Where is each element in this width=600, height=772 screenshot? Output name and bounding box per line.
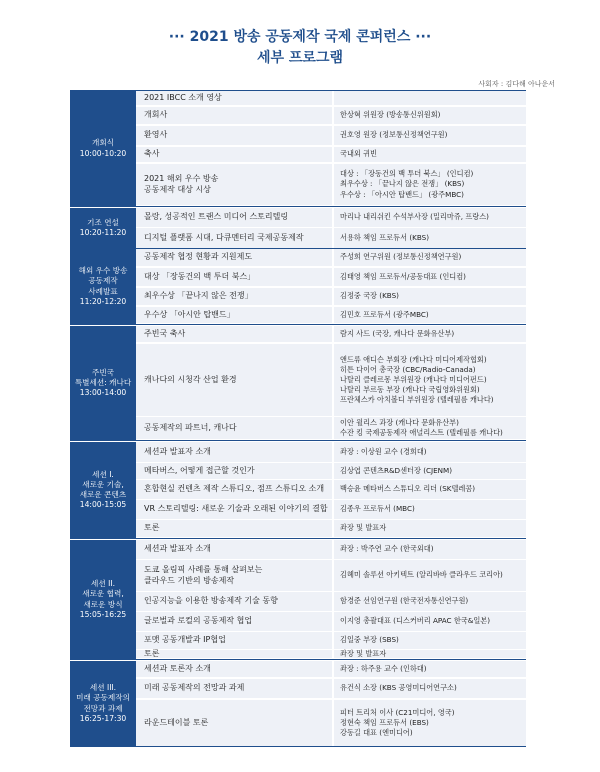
program-title: 개회사 <box>136 107 334 124</box>
program-row <box>136 520 526 537</box>
program-title: 세션과 발표자 소개 <box>136 442 334 462</box>
moderator-note: 사회자 : 김다해 아나운서 <box>478 80 555 88</box>
program-speaker: 김혜미 솔루션 아키텍트 (알리바바 클라우드 코리아) <box>340 570 503 580</box>
program-row <box>136 463 526 480</box>
program-speaker: 유건식 소장 (KBS 공영미디어연구소) <box>340 683 457 693</box>
program-row <box>136 344 526 417</box>
page-title: ··· 2021 방송 공동제작 국제 콘퍼런스 ··· <box>168 29 432 45</box>
program-title: 미래 공동제작의 전망과 과제 <box>136 679 334 698</box>
program-speaker: 백승윤 메타버스 스튜디오 리더 (SK텔레콤) <box>340 484 476 494</box>
program-title: 도쿄 올림픽 사례를 통해 살펴보는 클라우드 기반의 방송제작 <box>136 560 334 591</box>
program-speaker: 좌장 : 이상원 교수 (경희대) <box>340 446 427 456</box>
program-speaker: 김정중 국장 (KBS) <box>340 291 399 301</box>
program-title: 메타버스, 어떻게 접근할 것인가 <box>136 463 334 479</box>
program-speaker: 권호영 원장 (정보통신정책연구원) <box>340 130 448 140</box>
program-row <box>136 164 526 205</box>
program-title: 우수상 「아시안 탑밴드」 <box>136 307 334 323</box>
program-speaker: 한상혁 위원장 (방송통신위원회) <box>340 110 441 120</box>
program-speaker: 김종우 프로듀서 (MBC) <box>340 504 415 514</box>
session-block <box>70 249 526 325</box>
session-block <box>70 442 526 539</box>
program-title: 대상 「장동건의 백 투더 북스」 <box>136 268 334 286</box>
program-speaker: 마리나 내리쉬킨 수석부사장 (밀리마쥬, 프랑스) <box>340 212 489 222</box>
session-block <box>70 326 526 441</box>
session-label: 기조 연설 10:20-11:20 <box>70 208 136 248</box>
program-row <box>136 147 526 163</box>
program-title: 환영사 <box>136 126 334 145</box>
program-row <box>136 442 526 463</box>
program-speaker: 김태영 책임 프로듀서/공동대표 (인디컴) <box>340 271 466 281</box>
program-title: 캐나다의 시청각 산업 환경 <box>136 344 334 416</box>
program-row <box>136 500 526 520</box>
program-title: 세션과 토론자 소개 <box>136 661 334 677</box>
program-speaker: 주성희 연구위원 (정보통신정책연구원) <box>340 252 462 262</box>
program-row <box>136 560 526 592</box>
session-label: 세션 I. 새로운 기술, 새로운 콘텐츠 14:00-15:05 <box>70 442 136 538</box>
program-title: 글로벌과 로컬의 공동제작 협업 <box>136 612 334 631</box>
program-speaker: 대상 : 「장동건의 백 투더 북스」 (인디컴) 최우수상 : 「끝나지 않은 전쟁」 (KBS) 우수상 : 「아시안 탑밴드」 (광주MBC) <box>340 169 474 199</box>
program-title: 포맷 공동개발과 IP협업 <box>136 632 334 649</box>
program-title: 공동제작의 파트너, 캐나다 <box>136 417 334 439</box>
program-row <box>136 107 526 125</box>
program-title: 공동제작 협정 현황과 지원제도 <box>136 249 334 266</box>
program-title: 디지털 플랫폼 시대, 다큐멘터리 국제공동제작 <box>136 228 334 248</box>
program-speaker: 좌장 및 발표자 <box>340 523 387 533</box>
session-label: 해외 우수 방송 공동제작 사례발표 11:20-12:20 <box>70 249 136 324</box>
program-speaker: 함경준 선임연구원 (한국전자통신연구원) <box>340 596 469 606</box>
program-speaker: 김상엽 콘텐츠R&D센터장 (CJENM) <box>340 465 453 475</box>
session-label: 세션 II. 새로운 협력, 새로운 방식 15:05-16:25 <box>70 540 136 659</box>
program-row <box>136 91 526 106</box>
program-row <box>136 208 526 228</box>
program-row <box>136 268 526 287</box>
program-speaker: 좌장 : 하주용 교수 (인하대) <box>340 663 427 673</box>
program-row <box>136 540 526 560</box>
program-row <box>136 480 526 500</box>
session-label: 주빈국 특별세션: 캐나다 13:00-14:00 <box>70 326 136 440</box>
session-block <box>70 540 526 660</box>
program-speaker: 국내외 귀빈 <box>340 149 378 159</box>
program-speaker: 좌장 및 발표자 <box>340 648 387 658</box>
program-row <box>136 417 526 439</box>
program-title: 2021 해외 우수 방송 공동제작 대상 시상 <box>136 164 334 205</box>
program-row <box>136 650 526 658</box>
program-speaker: 람지 사드 (국장, 캐나다 문화유산부) <box>340 328 455 338</box>
program-row <box>136 700 526 746</box>
program-title: 축사 <box>136 147 334 162</box>
program-row <box>136 249 526 267</box>
program-row <box>136 612 526 632</box>
program-speaker: 서용하 책임 프로듀서 (KBS) <box>340 232 430 242</box>
program-speaker <box>334 91 526 105</box>
program-title: 주빈국 축사 <box>136 326 334 342</box>
session-block <box>70 208 526 249</box>
program-title: 최우수상 「끝나지 않은 전쟁」 <box>136 288 334 305</box>
program-row <box>136 592 526 612</box>
session-block <box>70 91 526 207</box>
program-title: 세션과 발표자 소개 <box>136 540 334 559</box>
program-row <box>136 288 526 306</box>
program-speaker: 앤드류 애디슨 부회장 (캐나다 미디어제작협회) 히튼 다이어 총국장 (CBC/Radio-Canada) 나탈리 클레르몽 부위원장 (캐나다 미디어펀드) 나탈리 부르동 부장 (캐나다 국립영화위원회) 프란체스카 아치볼디 부위원장 (텔레필름 캐나다) <box>340 354 494 405</box>
page-subtitle: 세부 프로그램 <box>256 50 344 66</box>
session-block <box>70 661 526 747</box>
program-title: 토론 <box>136 520 334 537</box>
program-row <box>136 661 526 678</box>
program-speaker: 좌장 : 박주연 교수 (한국외대) <box>340 544 434 554</box>
program-row <box>136 126 526 146</box>
program-speaker: 피터 트리처 이사 (C21미디어, 영국) 정현숙 책임 프로듀서 (EBS) 강동길 대표 (엔미디어) <box>340 707 455 738</box>
program-title: 인공지능을 이용한 방송제작 기술 동향 <box>136 592 334 611</box>
program-speaker: 김일중 부장 (SBS) <box>340 635 399 645</box>
program-speaker: 이지영 총괄대표 (디스커버리 APAC 한국&일본) <box>340 616 491 626</box>
program-row <box>136 228 526 248</box>
program-row <box>136 632 526 650</box>
program-title: 혼합현실 컨텐츠 제작 스튜디오, 점프 스튜디오 소개 <box>136 480 334 499</box>
session-label: 개회식 10:00-10:20 <box>70 91 136 206</box>
session-label: 세션 III. 미래 공동제작의 전망과 과제 16:25-17:30 <box>70 661 136 746</box>
program-speaker: 김민호 프로듀서 (광주MBC) <box>340 309 429 319</box>
program-title: 2021 IBCC 소개 영상 <box>136 91 334 105</box>
program-title: 토론 <box>136 650 334 658</box>
program-row <box>136 326 526 343</box>
program-title: VR 스토리텔링: 새로운 기술과 오래된 이야기의 결합 <box>136 500 334 519</box>
program-row <box>136 307 526 323</box>
program-speaker: 이안 윌리스 과장 (캐나다 문화유산부) 수잔 킹 국제공동제작 애널리스트 (텔레필름 캐나다) <box>340 417 503 437</box>
program-row <box>136 679 526 699</box>
program-title: 라운드테이블 토론 <box>136 700 334 746</box>
program-title: 몰랑, 성공적인 트랜스 미디어 스토리텔링 <box>136 208 334 227</box>
